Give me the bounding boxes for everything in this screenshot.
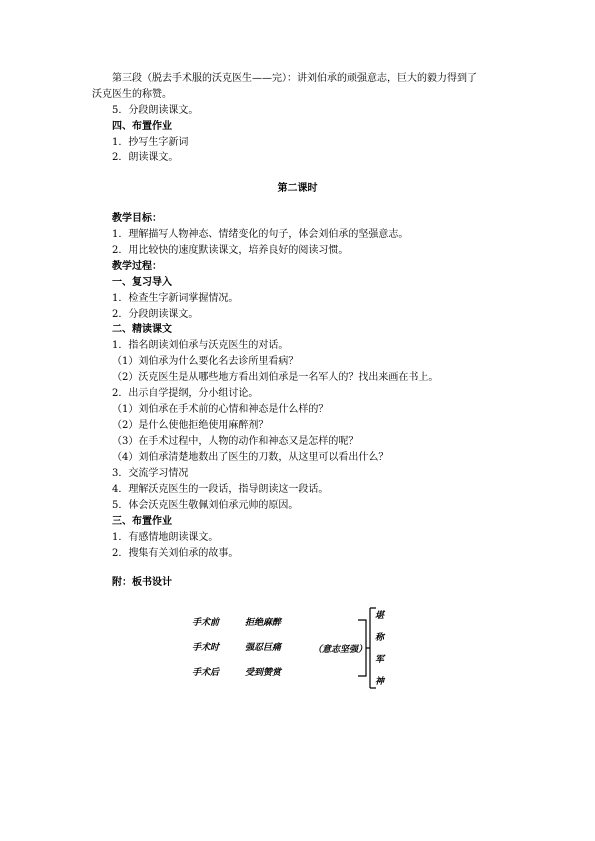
list-item: 2．朗读课文。 xyxy=(112,152,179,163)
section-heading: 教学过程： xyxy=(112,261,162,272)
board-mid-label: 受到赞赏 xyxy=(245,668,282,678)
list-item: （2）沃克医生是从哪些地方看出刘伯承是一名军人的？找出来画在书上。 xyxy=(112,372,439,383)
list-item: 1．有感情地朗读课文。 xyxy=(112,532,219,543)
board-outer-bracket xyxy=(370,608,376,688)
board-vertical-char: 称 xyxy=(375,633,385,643)
board-vertical-char: 堪 xyxy=(375,611,385,621)
board-left-label: 手术时 xyxy=(192,643,220,653)
section-heading: 二、精读课文 xyxy=(112,324,172,335)
list-item: 2．出示自学提纲，分小组讨论。 xyxy=(112,388,259,399)
board-bracket xyxy=(358,620,366,676)
section-heading: 教学目标： xyxy=(112,213,162,224)
list-item: 1．检查生字新词掌握情况。 xyxy=(112,293,239,304)
list-item: 5．分段朗读课文。 xyxy=(112,105,199,116)
section-heading: 四、布置作业 xyxy=(112,121,172,132)
list-item: （1）刘伯承为什么要化名去诊所里看病？ xyxy=(112,356,299,367)
list-item: 2．搜集有关刘伯承的故事。 xyxy=(112,548,239,559)
board-mid-label: 强忍巨痛 xyxy=(245,643,282,653)
list-item: （2）是什么使他拒绝使用麻醉剂？ xyxy=(112,420,269,431)
board-vertical-char: 军 xyxy=(375,655,385,665)
appendix-heading: 附：板书设计 xyxy=(112,577,172,588)
board-left-label: 手术后 xyxy=(192,668,220,678)
list-item: 1．抄写生字新词 xyxy=(112,137,189,148)
list-item: 1．理解描写人物神态、情绪变化的句子，体会刘伯承的坚强意志。 xyxy=(112,229,409,240)
list-item: 2．分段朗读课文。 xyxy=(112,309,199,320)
section-heading: 一、复习导入 xyxy=(112,277,172,288)
board-bracket-label: （意志坚强） xyxy=(313,645,368,655)
list-item: 4．理解沃克医生的一段话，指导朗读这一段话。 xyxy=(112,484,329,495)
list-item: （1）刘伯承在手术前的心情和神态是什么样的？ xyxy=(112,404,329,415)
list-item: 2．用比较快的速度默读课文，培养良好的阅读习惯。 xyxy=(112,245,349,256)
board-vertical-char: 神 xyxy=(375,677,385,687)
section-heading: 三、布置作业 xyxy=(112,516,172,527)
list-item: （3）在手术过程中，人物的动作和神态又是怎样的呢？ xyxy=(112,436,359,447)
lesson-title: 第二课时 xyxy=(277,183,318,194)
board-left-label: 手术前 xyxy=(192,618,220,628)
list-item: 3．交流学习情况 xyxy=(112,468,189,479)
list-item: 5．体会沃克医生敬佩刘伯承元帅的原因。 xyxy=(112,500,299,511)
paragraph-line: 第三段（脱去手术服的沃克医生——完）：讲刘伯承的顽强意志，巨大的毅力得到了 xyxy=(112,73,477,84)
board-mid-label: 拒绝麻醉 xyxy=(245,618,282,628)
list-item: （4）刘伯承清楚地数出了医生的刀数，从这里可以看出什么？ xyxy=(112,452,389,463)
paragraph-line: 沃克医生的称赞。 xyxy=(92,89,172,100)
list-item: 1．指名朗读刘伯承与沃克医生的对话。 xyxy=(112,340,289,351)
